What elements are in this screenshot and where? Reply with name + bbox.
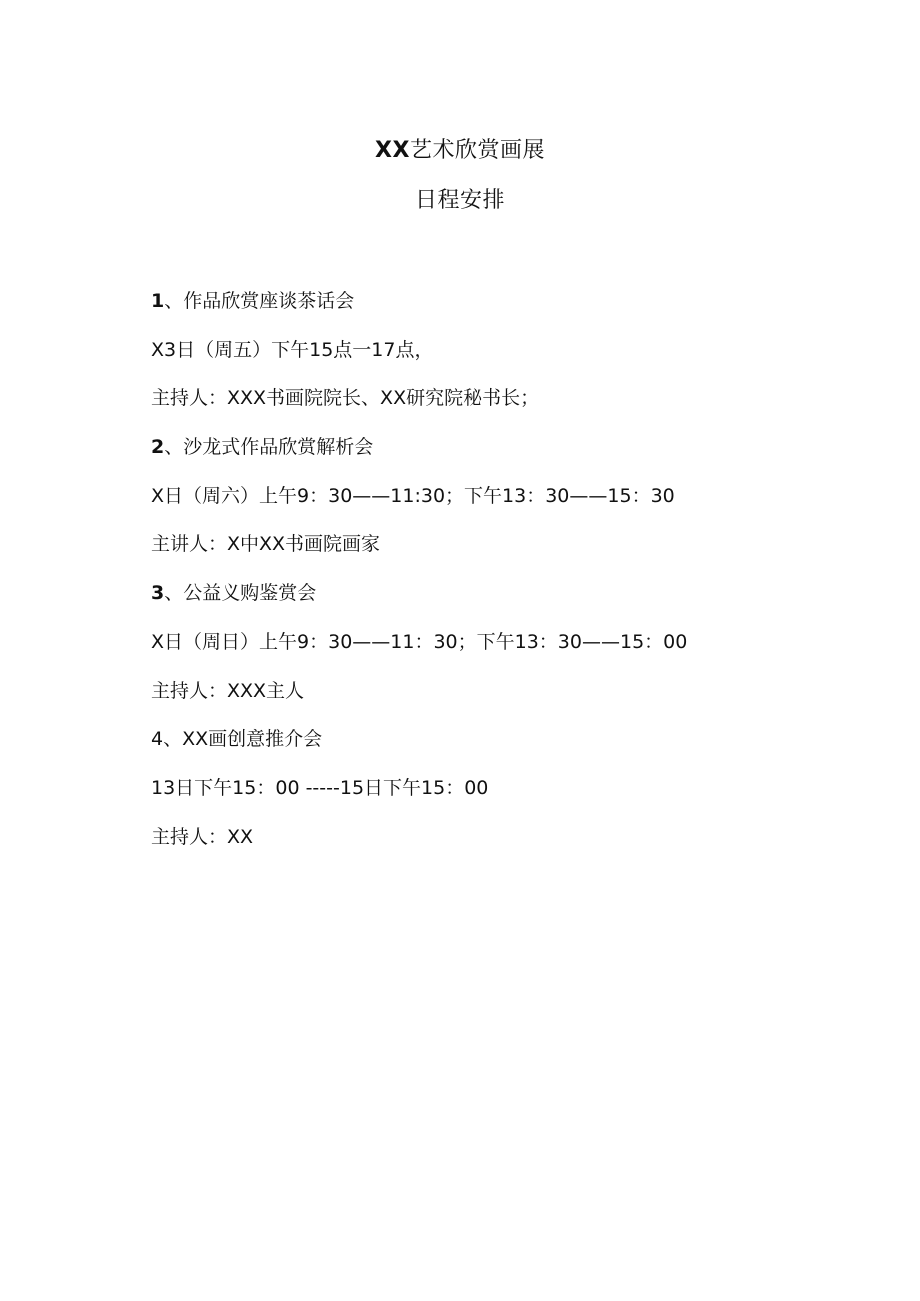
item-number: 2 (151, 436, 165, 459)
item-heading-text: 沙龙式作品欣赏解析会 (183, 436, 374, 459)
item-separator: 、 (164, 582, 184, 605)
item-heading (151, 724, 851, 754)
item-separator: 、 (163, 728, 183, 751)
title-main-text: 艺术欣赏画展 (409, 138, 545, 163)
item-separator: 、 (164, 290, 184, 312)
item-host: 主持人：XXX主人 (151, 679, 305, 702)
title-prefix: XX (375, 138, 410, 163)
item-number: 3 (151, 582, 165, 605)
item-host: 主持人：XXX书画院院长、XX研究院秘书长； (151, 387, 540, 410)
item-time: X3日（周五）下午15点一17点， (151, 338, 434, 361)
document-subtitle: 日程安排 (414, 188, 505, 213)
document-title (0, 136, 920, 166)
item-host: 主讲人：X中XX书画院画家 (151, 533, 381, 556)
item-number: 4 (151, 728, 164, 751)
item-heading-text: 作品欣赏座谈茶话会 (183, 290, 355, 312)
item-time: X日（周六）上午9：30——11:30；下午13：30——15：30 (151, 484, 675, 507)
schedule-list (151, 286, 851, 870)
item-heading (151, 286, 851, 316)
item-heading (151, 578, 851, 608)
item-number: 1 (151, 290, 165, 312)
item-heading-text: 公益义购鉴赏会 (183, 582, 317, 605)
item-heading (151, 432, 851, 462)
item-separator: 、 (164, 436, 184, 459)
item-heading-text: XX画创意推介会 (182, 728, 323, 751)
item-time: X日（周日）上午9：30——11：30；下午13：30——15：00 (151, 630, 688, 653)
item-time: 13日下午15：00 -----15日下午15：00 (151, 776, 489, 799)
item-host: 主持人：XX (151, 825, 254, 848)
